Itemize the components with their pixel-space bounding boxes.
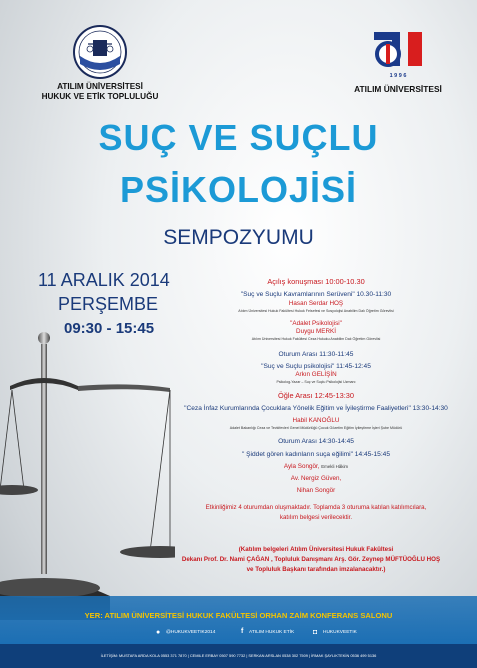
facebook-handle[interactable]: ATILIM HUKUK ETİK <box>249 630 295 635</box>
club-name <box>40 82 160 102</box>
talk5-speaker1-line <box>160 463 472 470</box>
event-weekday: PERŞEMBE <box>58 294 159 314</box>
talk1-title: "Suç ve Suçlu Kavramlarının Serüveni" 10.30-11:30 <box>240 291 392 298</box>
university-logo-icon <box>366 26 430 72</box>
note-line4: Dekanı Prof. Dr. Nami ÇAĞAN , Topluluk Danışmanı Arş. Gör. Zeynep MÜFTÜOĞLU HOŞ <box>181 556 441 563</box>
note-line1: Etkinliğimiz 4 oturumdan oluşmaktadır. Toplamda 3 oturuma katılan katılımcılara, <box>205 504 427 511</box>
talk3-affiliation: Psikolog-Yazar – Suç ve Suçlu Psikolojisi Uzmanı <box>276 380 356 384</box>
twitter-icon: ● <box>156 629 161 636</box>
program-opening: Açılış konuşması 10:00-10.30 <box>267 277 365 286</box>
university-name: ATILIM ÜNİVERSİTESİ <box>354 84 442 94</box>
club-name-line1: ATILIM ÜNİVERSİTESİ <box>57 82 143 91</box>
talk1-affiliation: Atılım Üniversitesi Hukuk Fakültesi Hukuk Felsefesi ve Sosyolojisi Anabilim Dalı Öğretim Görevlisi <box>238 309 394 313</box>
talk4-affiliation: Adalet Bakanlığı Ceza ve Tevkifevleri Genel Müdürlüğü Çocuk Gözetim Eğitim İyileştirme İşleri Şube Müdürü <box>229 426 403 430</box>
note-line3: (Katılım belgeleri Atılım Üniversitesi Hukuk Fakültesi <box>238 546 394 553</box>
talk2-affiliation: Atılım Üniversitesi Hukuk Fakültesi Ceza Hukuku Anabilim Dalı Öğretim Görevlisi <box>251 337 381 341</box>
logo-year: 1 9 9 6 <box>389 73 407 79</box>
note-line5: ve Topluluk Başkanı tarafından imzalanacaktır.) <box>246 566 386 573</box>
talk5-speaker2: Av. Nergiz Güven, <box>290 475 342 482</box>
event-date: 11 ARALIK 2014 <box>38 270 170 290</box>
scales-of-justice-icon <box>0 330 175 620</box>
program-schedule <box>160 277 472 521</box>
social-links <box>0 626 477 640</box>
note-line2: katılım belgesi verilecektir. <box>279 514 353 521</box>
title-line2: PSİKOLOJİSİ <box>119 169 358 210</box>
talk1-speaker: Hasan Serdar HOŞ <box>288 300 344 307</box>
talk5-speaker1: Ayla Songör, <box>283 463 320 470</box>
talk4-title: "Ceza İnfaz Kurumlarında Çocuklara Yönelik Eğitim ve İyileştirme Faaliyetleri" 13:30-14:30 <box>184 405 448 412</box>
twitter-handle[interactable]: @HUKUKVEETIK2014 <box>166 630 216 635</box>
break1: Oturum Arası 11:30-11:45 <box>278 351 354 358</box>
talk3-title: "Suç ve Suçlu psikolojisi" 11:45-12:45 <box>261 363 371 370</box>
talk2-title: "Adalet Psikolojisi" <box>290 320 342 327</box>
facebook-icon: f <box>241 628 244 635</box>
talk2-speaker: Duygu MERKİ <box>296 328 336 335</box>
instagram-icon: ◘ <box>313 629 318 636</box>
club-name-line2: HUKUK VE ETİK TOPLULUĞU <box>41 92 159 101</box>
instagram-handle[interactable]: HUKUKVEETIK <box>323 630 357 635</box>
talk3-speaker: Arkın GELİŞİN <box>295 371 337 378</box>
talk5-speaker3: Nihan Songör <box>296 487 336 494</box>
venue-text: YER: ATILIM ÜNİVERSİTESİ HUKUK FAKÜLTESİ ORHAN ZAİM KONFERANS SALONU <box>84 611 393 620</box>
club-seal-icon <box>72 24 128 80</box>
talk4-speaker: Habil KANOĞLU <box>292 417 340 424</box>
footer <box>0 596 477 668</box>
break2: Oturum Arası 14:30-14:45 <box>278 438 354 445</box>
event-time: 09:30 - 15:45 <box>64 320 155 337</box>
title-line1: SUÇ VE SUÇLU <box>98 117 379 158</box>
talk5-title: " Şiddet gören kadınların suça eğilimi" 14:45-15:45 <box>241 451 390 458</box>
contact-text: İLETİŞİM: MUSTAFA ARDA KOLA 0553 371 7870 | CEMILE ERBAY 0507 590 7732 | SERKAN ARSLAN 0538 302 7509 | İRMAK ŞAYLIKTEKİN 0536 499 5136 <box>100 653 377 658</box>
talk5-speaker1-role: Emekli Hâkim <box>321 464 349 469</box>
title-line3: SEMPOZYUMU <box>163 226 314 249</box>
lunch-break: Öğle Arası 12:45-13:30 <box>277 391 354 400</box>
